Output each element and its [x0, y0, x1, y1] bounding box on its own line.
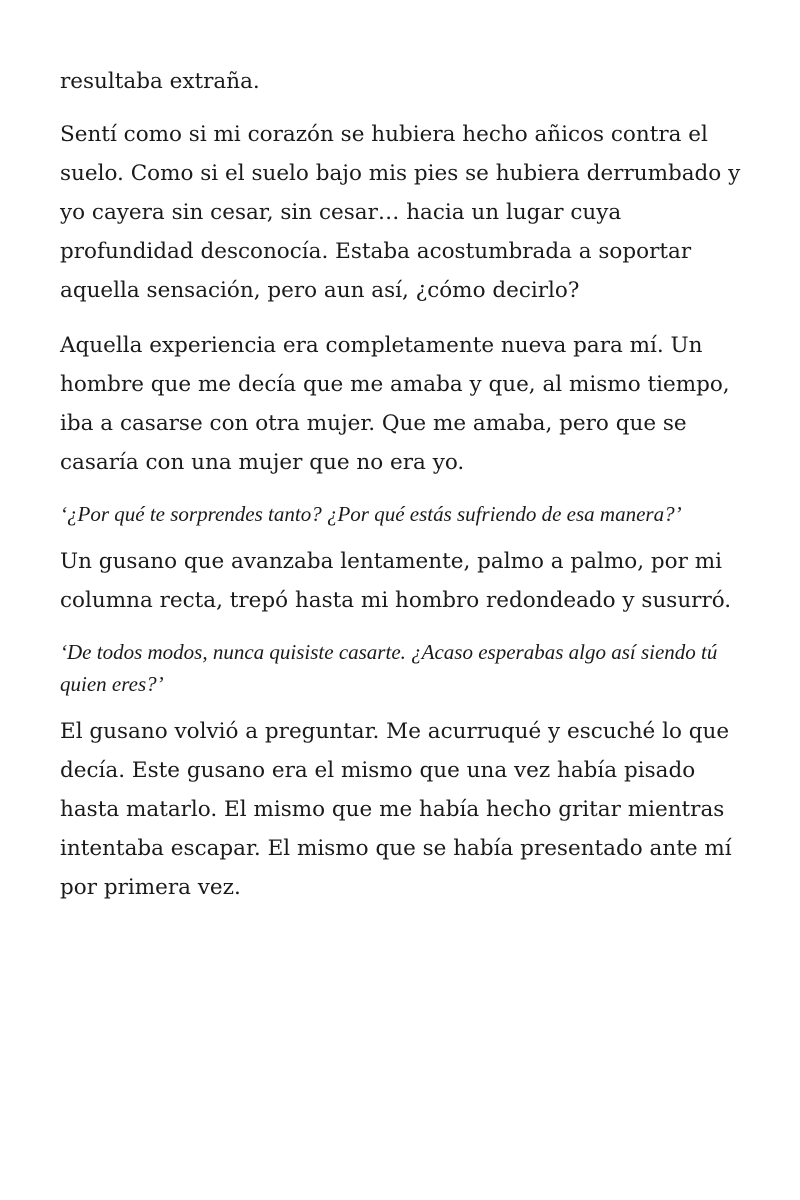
italic-quote-2: ‘De todos modos, nunca quisiste casarte. ¿Acaso esperabas algo así siendo tú quien eres?’: [60, 640, 718, 696]
paragraph-3: Aquella experiencia era completamente nueva para mí. Un hombre que me decía que me amaba y que, al mismo tiempo, iba a casarse con otra mujer. Que me amaba, pero que se casaría con una mujer que no era yo.: [60, 333, 730, 475]
page-body: [60, 62, 750, 923]
paragraph-5: El gusano volvió a preguntar. Me acurruqué y escuché lo que decía. Este gusano era el mismo que una vez había pisado hasta matarlo. El mismo que me había hecho gritar mientras intentaba escapar. El mismo que se había presentado ante mí por primera vez.: [60, 719, 732, 900]
paragraph-1: resultaba extraña.: [60, 69, 260, 94]
italic-quote-1: ‘¿Por qué te sorprendes tanto? ¿Por qué estás sufriendo de esa manera?’: [60, 502, 682, 526]
paragraph-2: Sentí como si mi corazón se hubiera hecho añicos contra el suelo. Como si el suelo bajo mis pies se hubiera derrumbado y yo cayera sin cesar, sin cesar… hacia un lugar cuya profundidad desconocía. Estaba acostumbrada a soportar aquella sensación, pero aun así, ¿cómo decirlo?: [60, 122, 741, 303]
paragraph-4: Un gusano que avanzaba lentamente, palmo a palmo, por mi columna recta, trepó hasta mi hombro redondeado y susurró.: [60, 549, 732, 613]
